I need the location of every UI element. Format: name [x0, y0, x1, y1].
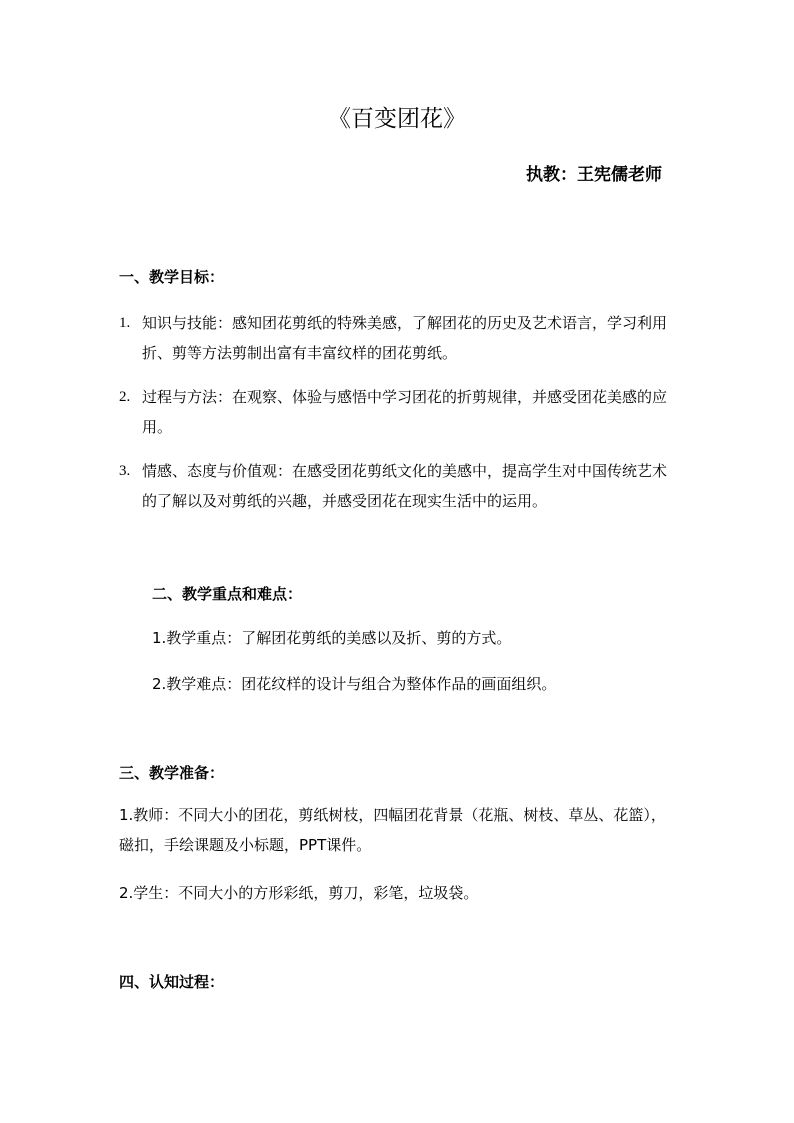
goal-item-number: 2. [119, 389, 131, 405]
document-title: 《百变团花》 [328, 106, 466, 132]
goal-item-1 [119, 308, 674, 368]
goal-item-text: 过程与方法：在观察、体验与感悟中学习团花的折剪规律，并感受团花美感的应用。 [142, 388, 668, 436]
section-heading-key-points: 二、教学重点和难点： [152, 585, 303, 603]
goal-item-number: 3. [119, 463, 131, 479]
difficulty-item: 2.教学难点：团花纹样的设计与组合为整体作品的画面组织。 [152, 675, 557, 693]
section-heading-preparation: 三、教学准备： [119, 764, 225, 782]
key-point-item: 1.教学重点：了解团花剪纸的美感以及折、剪的方式。 [152, 629, 512, 647]
goal-item-2 [119, 382, 674, 442]
preparation-teacher: 1.教师：不同大小的团花，剪纸树枝，四幅团花背景（花瓶、树枝、草丛、花篮），磁扣，手绘课题及小标题，PPT课件。 [119, 806, 666, 854]
goal-item-text: 知识与技能：感知团花剪纸的特殊美感，了解团花的历史及艺术语言，学习利用折、剪等方法剪制出富有丰富纹样的团花剪纸。 [142, 314, 668, 362]
section-heading-goals: 一、教学目标： [119, 268, 225, 286]
goal-item-3 [119, 456, 674, 516]
goal-item-text: 情感、态度与价值观：在感受团花剪纸文化的美感中，提高学生对中国传统艺术的了解以及对剪纸的兴趣，并感受团花在现实生活中的运用。 [142, 462, 668, 510]
goal-item-number: 1. [119, 315, 131, 331]
teacher-name: 执教：王宪儒老师 [526, 165, 662, 185]
section-heading-process: 四、认知过程： [119, 973, 225, 991]
preparation-students: 2.学生：不同大小的方形彩纸，剪刀，彩笔，垃圾袋。 [119, 884, 479, 902]
